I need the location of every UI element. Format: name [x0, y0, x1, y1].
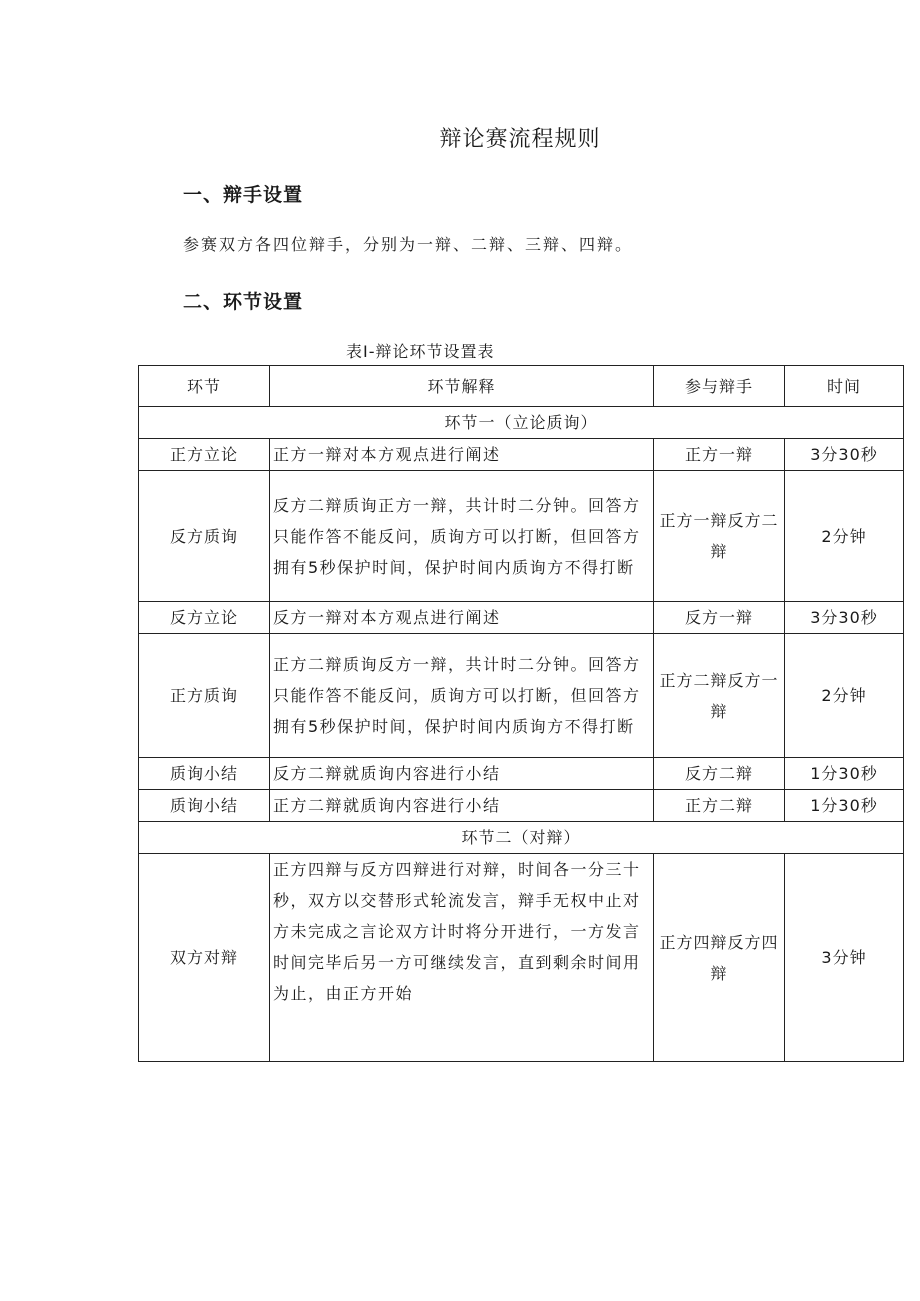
stage-participants: 正方二辩 — [654, 790, 785, 822]
debaters-paragraph: 参赛双方各四位辩手，分别为一辩、二辩、三辩、四辩。 — [183, 235, 634, 254]
stage-time: 2分钟 — [785, 471, 904, 602]
stage-desc: 正方二辩质询反方一辩，共计时二分钟。回答方只能作答不能反问，质询方可以打断，但回答方拥有5秒保护时间，保护时间内质询方不得打断 — [270, 634, 654, 758]
section-heading-stages: 二、环节设置 — [183, 291, 304, 313]
stage-table — [138, 365, 904, 1062]
stage-desc: 反方一辩对本方观点进行阐述 — [270, 602, 654, 634]
table-row — [139, 439, 904, 471]
header-explanation: 环节解释 — [270, 366, 654, 407]
stage-desc: 反方二辩就质询内容进行小结 — [270, 758, 654, 790]
stage-name: 正方质询 — [139, 634, 270, 758]
stage-time: 3分钟 — [785, 854, 904, 1062]
group-row — [139, 407, 904, 439]
stage-participants: 正方二辩反方一辩 — [654, 634, 785, 758]
table-caption: 表I-辩论环节设置表 — [346, 342, 495, 361]
section-heading-debaters: 一、辩手设置 — [183, 184, 304, 206]
stage-desc: 正方四辩与反方四辩进行对辩，时间各一分三十秒，双方以交替形式轮流发言，辩手无权中止对方未完成之言论双方计时将分开进行，一方发言时间完毕后另一方可继续发言，直到剩余时间用为止，由正方开始 — [270, 854, 654, 1062]
stage-participants: 正方四辩反方四辩 — [654, 854, 785, 1062]
stage-participants: 反方二辩 — [654, 758, 785, 790]
stage-time: 3分30秒 — [785, 602, 904, 634]
table-row — [139, 602, 904, 634]
group-row — [139, 822, 904, 854]
table-row — [139, 471, 904, 602]
stage-participants: 正方一辩反方二辩 — [654, 471, 785, 602]
table-row — [139, 758, 904, 790]
stage-time: 1分30秒 — [785, 790, 904, 822]
stage-name: 正方立论 — [139, 439, 270, 471]
stage-desc: 正方二辩就质询内容进行小结 — [270, 790, 654, 822]
stage-name: 质询小结 — [139, 758, 270, 790]
page-title: 辩论赛流程规则 — [439, 127, 601, 152]
group-label: 环节二（对辩） — [139, 822, 904, 854]
table-header-row — [139, 366, 904, 407]
group-label: 环节一（立论质询） — [139, 407, 904, 439]
stage-time: 1分30秒 — [785, 758, 904, 790]
table-row — [139, 634, 904, 758]
stage-time: 3分30秒 — [785, 439, 904, 471]
stage-name: 双方对辩 — [139, 854, 270, 1062]
header-participants: 参与辩手 — [654, 366, 785, 407]
stage-participants: 正方一辩 — [654, 439, 785, 471]
stage-desc: 反方二辩质询正方一辩，共计时二分钟。回答方只能作答不能反问，质询方可以打断，但回答方拥有5秒保护时间，保护时间内质询方不得打断 — [270, 471, 654, 602]
stage-desc: 正方一辩对本方观点进行阐述 — [270, 439, 654, 471]
header-time: 时间 — [785, 366, 904, 407]
stage-name: 质询小结 — [139, 790, 270, 822]
table-row — [139, 790, 904, 822]
header-stage: 环节 — [139, 366, 270, 407]
stage-name: 反方立论 — [139, 602, 270, 634]
table-row — [139, 854, 904, 1062]
stage-time: 2分钟 — [785, 634, 904, 758]
stage-name: 反方质询 — [139, 471, 270, 602]
stage-participants: 反方一辩 — [654, 602, 785, 634]
